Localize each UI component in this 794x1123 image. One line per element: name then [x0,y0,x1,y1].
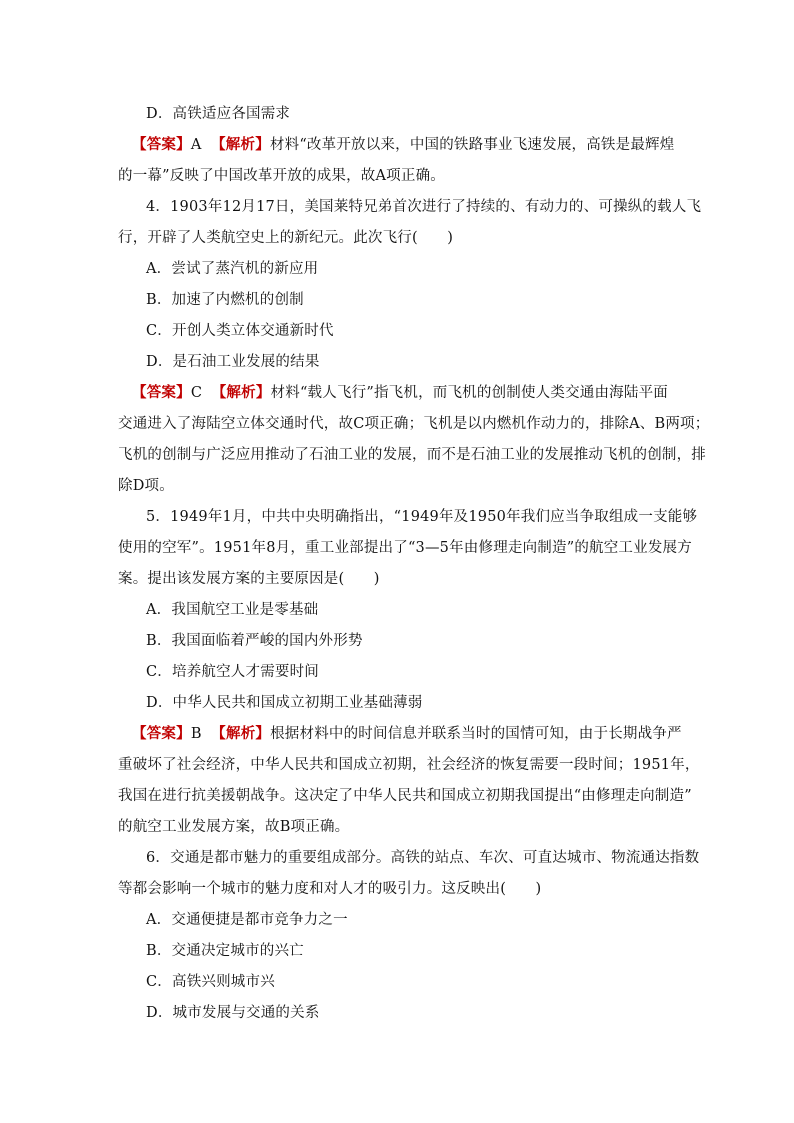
q5-answer-line-3: 我国在进行抗美援朝战争。这决定了中华人民共和国成立初期我国提出“由修理走向制造” [118,788,692,804]
q5-option-a: A．我国航空工业是零基础 [146,602,319,618]
q4-option-c: C．开创人类立体交通新时代 [146,323,334,339]
q4-answer-line-3: 飞机的创制与广泛应用推动了石油工业的发展，而不是石油工业的发展推动飞机的创制，排 [118,447,706,463]
q4-option-b: B．加速了内燃机的创制 [146,292,304,308]
q6-stem-line-2: 等都会影响一个城市的魅力度和对人才的吸引力。这反映出( ) [118,881,542,897]
q5-answer-line-2: 重破坏了社会经济，中华人民共和国成立初期，社会经济的恢复需要一段时间；1951年， [118,757,700,773]
explanation-label: 【解析】 [211,384,271,401]
q4-stem-line-1: 4．1903年12月17日，美国莱特兄弟首次进行了持续的、有动力的、可操纵的载人飞 [146,199,702,215]
q3-answer-line-1 [132,135,674,155]
answer-label: 【答案】 [132,136,191,153]
q6-stem-line-1: 6．交通是都市魅力的重要组成部分。高铁的站点、车次、可直达城市、物流通达指数 [146,850,700,866]
q4-option-d: D．是石油工业发展的结果 [146,354,320,370]
explanation-text: 材料“改革开放以来，中国的铁路事业飞速发展，高铁是最辉煌 [269,137,675,153]
answer-value: B [190,726,202,742]
explanation-text: 材料“载人飞行”指飞机，而飞机的创制使人类交通由海陆平面 [270,385,668,401]
q6-option-d: D．城市发展与交通的关系 [146,1005,320,1021]
q3-option-d: D．高铁适应各国需求 [146,106,291,122]
answer-label: 【答案】 [132,725,191,742]
explanation-label: 【解析】 [211,136,270,153]
answer-value: C [190,385,203,401]
explanation-text: 根据材料中的时间信息并联系当时的国情可知，由于长期战争严 [270,726,682,742]
q6-option-b: B．交通决定城市的兴亡 [146,943,304,959]
q5-stem-line-1: 5．1949年1月，中共中央明确指出，“1949年及1950年我们应当争取组成一支能够 [146,509,698,525]
q5-answer-line-4: 的航空工业发展方案，故B项正确。 [118,819,350,835]
q6-option-c: C．高铁兴则城市兴 [146,974,275,990]
q5-answer-line-1 [132,724,682,744]
q5-stem-line-3: 案。提出该发展方案的主要原因是( ) [118,571,380,587]
q5-option-c: C．培养航空人才需要时间 [146,664,319,680]
q4-stem-line-2: 行，开辟了人类航空史上的新纪元。此次飞行( ) [118,230,454,246]
answer-value: A [190,137,202,153]
q3-answer-line-2: 的一幕”反映了中国改革开放的成果，故A项正确。 [118,168,445,184]
q5-stem-line-2: 使用的空军”。1951年8月，重工业部提出了“3—5年由修理走向制造”的航空工业发展方 [118,540,692,556]
q4-answer-line-2: 交通进入了海陆空立体交通时代，故C项正确；飞机是以内燃机作动力的，排除A、B两项； [118,416,710,432]
q4-answer-line-1 [132,383,668,403]
q5-option-d: D．中华人民共和国成立初期工业基础薄弱 [146,695,423,711]
q6-option-a: A．交通便捷是都市竞争力之一 [146,912,348,928]
q4-option-a: A．尝试了蒸汽机的新应用 [146,261,319,277]
answer-label: 【答案】 [132,384,191,401]
explanation-label: 【解析】 [211,725,271,742]
q5-option-b: B．我国面临着严峻的国内外形势 [146,633,363,649]
q4-answer-line-4: 除D项。 [118,478,174,494]
